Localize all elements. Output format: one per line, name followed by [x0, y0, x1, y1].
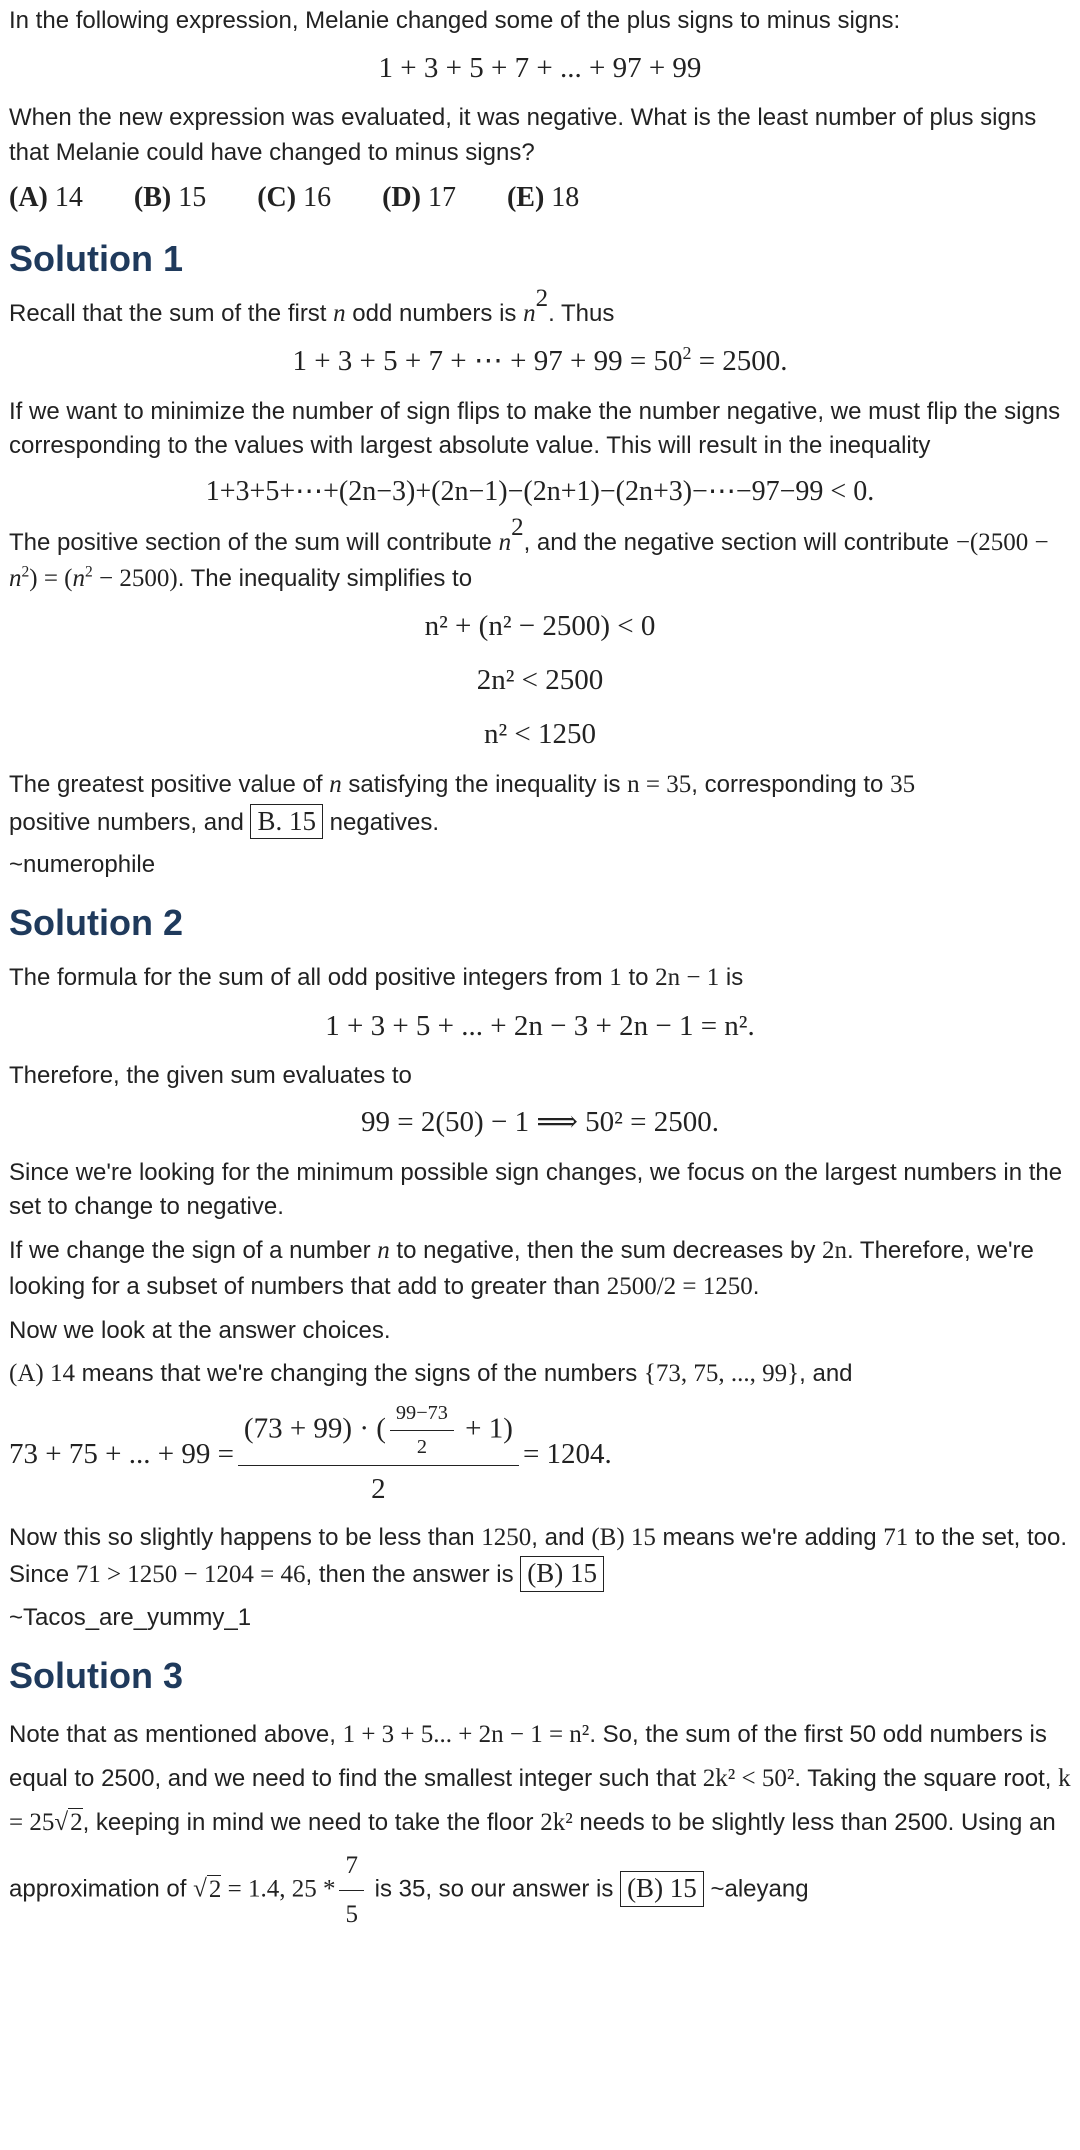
solution-3-heading: Solution 3 — [9, 1654, 183, 1696]
solution-1-step-3: n² < 1250 — [483, 718, 597, 751]
solution-1-paragraph-4: The greatest positive value of n satisfying the inequality is n = 35, corresponding to 35 positive numbers, and B. 15 negatives. — [9, 767, 1071, 840]
solution-1-step-1: n² + (n² − 2500) < 0 — [424, 610, 656, 643]
solution-2-sum-fraction: 73 + 75 + ... + 99 = (73 + 99) · ( $\frac{99-73}{2}$ + 1) 2 = 1204. — [9, 1399, 1071, 1510]
problem-intro: In the following expression, Melanie changed some of the plus signs to minus signs: — [9, 7, 901, 34]
solution-2-formula: 1 + 3 + 5 + ... + 2n − 3 + 2n − 1 = n². — [325, 1009, 755, 1042]
solution-2-paragraph-1: The formula for the sum of all odd positive integers from 1 to 2n − 1 is — [9, 964, 744, 992]
problem-expression: 1 + 3 + 5 + 7 + ... + 97 + 99 — [378, 51, 702, 84]
choice-a: (A) 14 — [9, 182, 83, 214]
solution-2-paragraph-5: Now we look at the answer choices. — [9, 1316, 391, 1344]
choice-d: (D) 17 — [382, 182, 456, 214]
choice-c: (C) 16 — [257, 182, 332, 214]
answer-box: (B) 15 — [620, 1871, 704, 1907]
solution-1-paragraph-2: If we want to minimize the number of sign flips to make the number negative, we must flip the signs corresponding to the values with largest absolute value. This will result in the inequality — [9, 397, 1061, 460]
solution-1-heading: Solution 1 — [9, 238, 183, 280]
answer-box: (B) 15 — [520, 1556, 604, 1592]
solution-2-paragraph-6: (A) 14 means that we're changing the signs of the numbers {73, 75, ..., 99}, and — [9, 1360, 853, 1388]
answer-box: B. 15 — [250, 804, 323, 840]
problem-question: When the new expression was evaluated, it was negative. What is the least number of plus signs that Melanie could have changed to minus signs? — [9, 103, 1037, 166]
answer-choices — [9, 178, 1071, 219]
solution-2-author: ~Tacos_are_yummy_1 — [9, 1604, 252, 1632]
solution-2-paragraph-4: If we change the sign of a number n to negative, then the sum decreases by 2n. Therefore, we're looking for a subset of numbers that add to greater than 2500/2 = 1250. — [9, 1237, 1034, 1301]
solution-1-step-2: 2n² < 2500 — [476, 664, 604, 697]
solution-2-paragraph-2: Therefore, the given sum evaluates to — [9, 1061, 412, 1089]
small-fraction: $\frac{99-73}{2}$ — [390, 1399, 454, 1463]
solution-2-paragraph-3: Since we're looking for the minimum possible sign changes, we focus on the largest numbers in the set to change to negative. — [9, 1158, 1063, 1221]
solution-1-paragraph-1: Recall that the sum of the first n odd numbers is $n^2$. Thus — [9, 285, 615, 328]
solution-1-inequality: 1+3+5+⋯+(2n−3)+(2n−1)−(2n+1)−(2n+3)−⋯−97−99 < 0. — [205, 476, 875, 508]
solution-1-author: ~numerophile — [9, 851, 156, 879]
solution-2-heading: Solution 2 — [9, 902, 183, 944]
solution-2-paragraph-7: Now this so slightly happens to be less than 1250, and (B) 15 means we're adding 71 to the set, too. Since 71 > 1250 − 1204 = 46, then the answer is (B) 15 — [9, 1520, 1071, 1594]
choice-b: (B) 15 — [133, 182, 207, 214]
solution-1-paragraph-3: The positive section of the sum will contribute $n^2$, and the negative section will contribute $-(2500 - n^2) = (n^2 - 2500)$. The inequality simplifies to — [9, 513, 1049, 592]
seven-fifths-fraction: $\frac{7}{5}$ — [339, 1844, 364, 1937]
solution-1-sum-equation: 1 + 3 + 5 + 7 + ⋯ + $97 + 99 = 50^2 = 2500$. — [292, 343, 788, 378]
choice-e: (E) 18 — [506, 182, 580, 214]
big-fraction: (73 + 99) · ( $\frac{99-73}{2}$ + 1) 2 — [238, 1399, 519, 1510]
solution-2-evaluation: 99 = 2(50) − 1 ⟹ 50² = 2500. — [361, 1106, 719, 1139]
solution-3-paragraph: Note that as mentioned above, 1 + 3 + 5... + 2n − 1 = n². So, the sum of the first 50 odd numbers is equal to 2500, and we need to find the smallest integer such that 2k² < 50². Taking the square root, k = 25√2, keeping in mind we need to take the floor 2k² needs to be slightly less than 2500. Using an approximation of √2 = 1.4, 25 * $\frac{7}{5}$ is 35, so our answer is (B) 15 ~aleyang — [9, 1713, 1071, 1937]
